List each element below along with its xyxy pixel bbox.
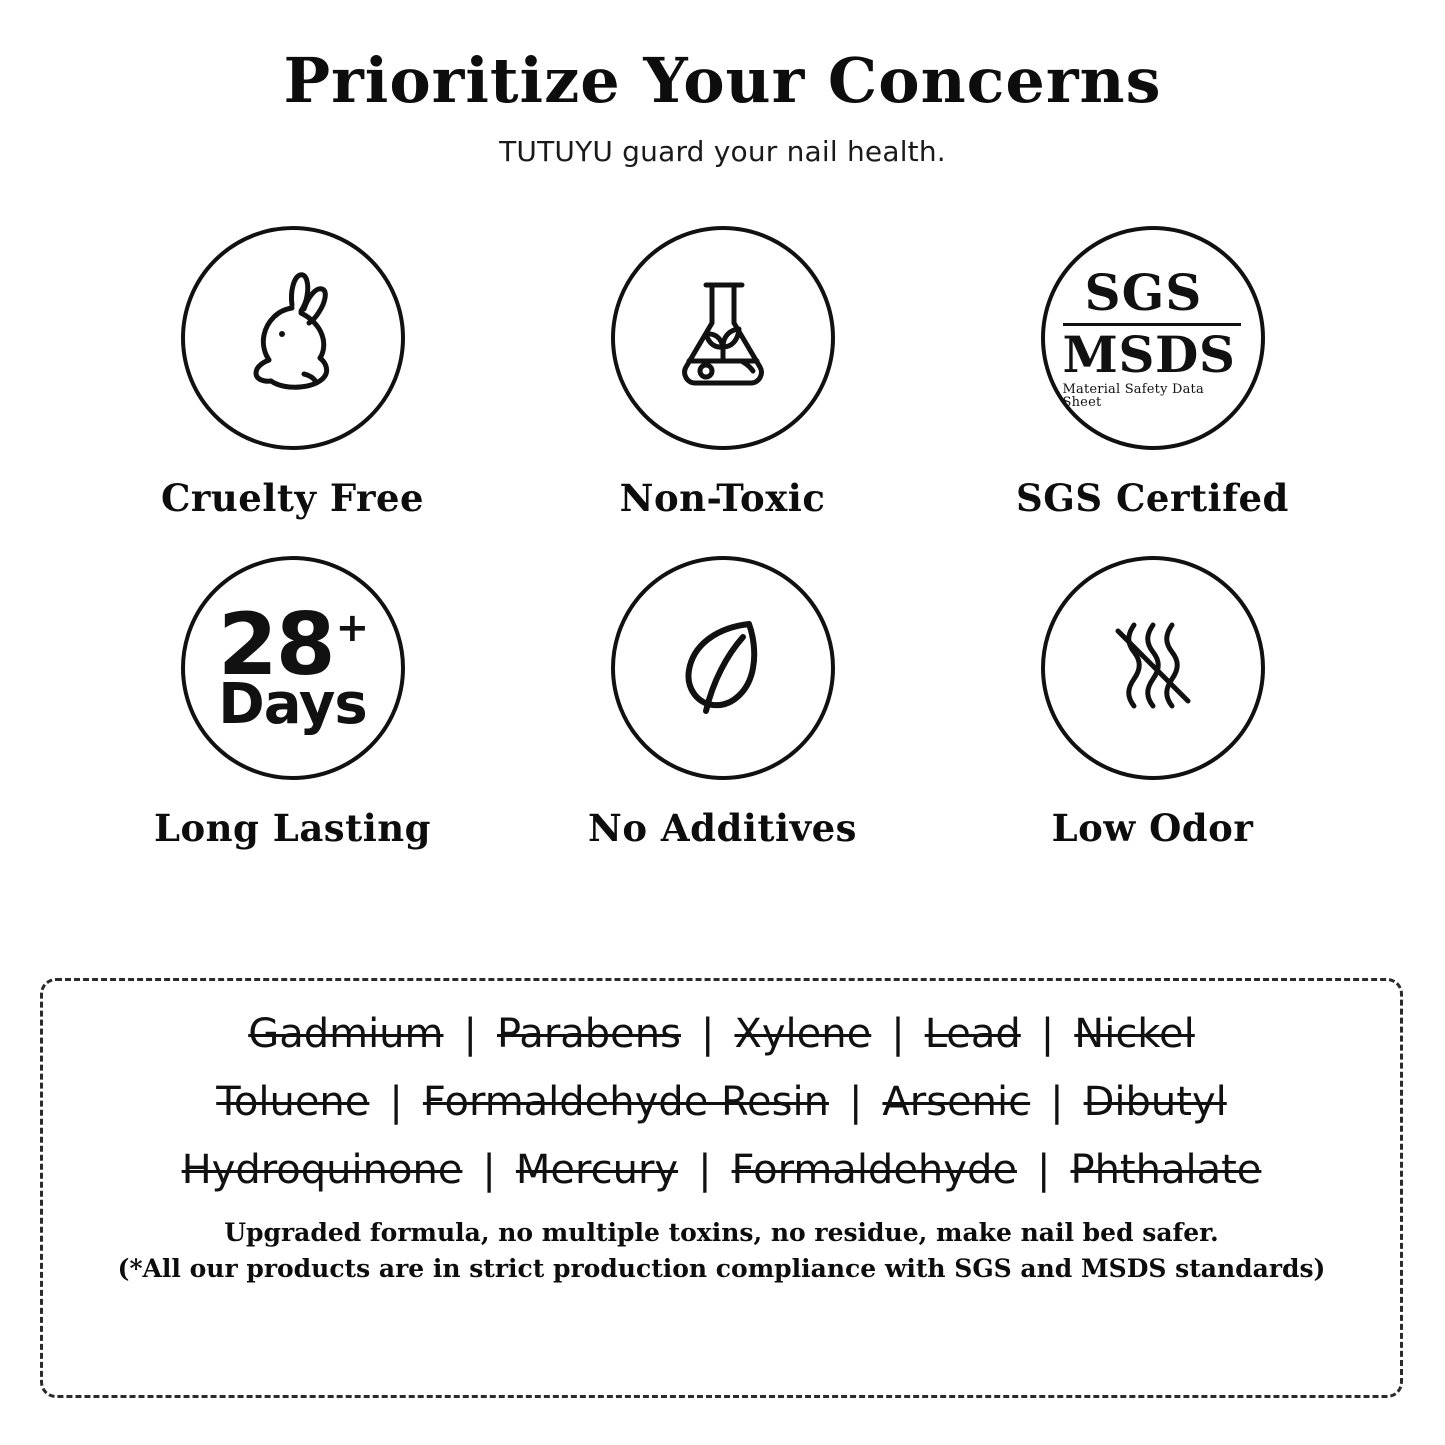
- header: [0, 0, 1445, 168]
- days-number: 28: [217, 594, 334, 695]
- chem-row: [69, 1011, 1374, 1057]
- sgs-msds-icon: [1062, 262, 1243, 410]
- chem-item: Hydroquinone: [181, 1147, 463, 1193]
- badge-circle: [1041, 226, 1265, 450]
- badge-label: No Additives: [588, 806, 857, 851]
- badge-label: Non-Toxic: [619, 476, 826, 521]
- chem-row: [69, 1079, 1374, 1125]
- badge-label: Low Odor: [1051, 806, 1254, 851]
- chem-item: Arsenic: [882, 1079, 1031, 1125]
- separator: |: [848, 1079, 863, 1125]
- separator: |: [1040, 1011, 1055, 1057]
- chem-item: Mercury: [515, 1147, 679, 1193]
- badge-label: Cruelty Free: [160, 476, 425, 521]
- chem-row: [69, 1147, 1374, 1193]
- separator: |: [1036, 1147, 1051, 1193]
- separator: |: [463, 1011, 477, 1057]
- badge-cruelty-free: [78, 226, 508, 520]
- badge-no-additives: [508, 556, 938, 850]
- sgs-text: SGS: [1084, 262, 1203, 322]
- chem-item: Toluene: [216, 1079, 370, 1125]
- chem-item: Xylene: [734, 1011, 872, 1057]
- badge-circle: [611, 556, 835, 780]
- 28-days-icon: [217, 594, 370, 737]
- rabbit-icon: [218, 261, 368, 415]
- badge-label: Long Lasting: [153, 806, 432, 851]
- separator: |: [891, 1011, 905, 1057]
- leaf-icon: [648, 591, 798, 745]
- chem-item: Formaldehyde: [731, 1147, 1017, 1193]
- separator: |: [698, 1147, 712, 1193]
- badge-circle: [611, 226, 835, 450]
- separator: |: [1050, 1079, 1064, 1125]
- flask-leaf-icon: [648, 261, 798, 415]
- msds-subtext: Material Safety Data Sheet: [1062, 381, 1204, 410]
- panel-note-line2: (*All our products are in strict production compliance with SGS and MSDS standards): [117, 1254, 1326, 1284]
- page-title: Prioritize Your Concerns: [283, 44, 1162, 117]
- days-plus: +: [335, 604, 370, 651]
- separator: |: [482, 1147, 496, 1193]
- badge-long-lasting: [78, 556, 508, 850]
- badge-circle: [1041, 556, 1265, 780]
- badge-sgs-certified: [938, 226, 1368, 520]
- days-word: Days: [218, 671, 367, 737]
- chem-item: Nickel: [1074, 1011, 1195, 1057]
- chem-item: Formaldehyde Resin: [422, 1079, 829, 1125]
- chem-item: Dibutyl: [1083, 1079, 1227, 1125]
- chem-item: Parabens: [496, 1011, 681, 1057]
- page-subtitle: TUTUYU guard your nail health.: [499, 135, 946, 169]
- separator: |: [389, 1079, 403, 1125]
- separator: |: [700, 1011, 715, 1057]
- badge-circle: [181, 556, 405, 780]
- panel-note-line1: Upgraded formula, no multiple toxins, no residue, make nail bed safer.: [224, 1218, 1219, 1247]
- badge-label: SGS Certifed: [1016, 476, 1289, 521]
- badge-non-toxic: [508, 226, 938, 520]
- badge-circle: [181, 226, 405, 450]
- chem-item: Gadmium: [248, 1011, 444, 1057]
- badge-low-odor: [938, 556, 1368, 850]
- badge-grid: [78, 226, 1368, 850]
- free-from-panel: [40, 978, 1403, 1398]
- no-odor-icon: [1078, 591, 1228, 745]
- chem-item: Phthalate: [1070, 1147, 1262, 1193]
- chem-item: Lead: [924, 1011, 1021, 1057]
- msds-text: MSDS: [1062, 324, 1236, 384]
